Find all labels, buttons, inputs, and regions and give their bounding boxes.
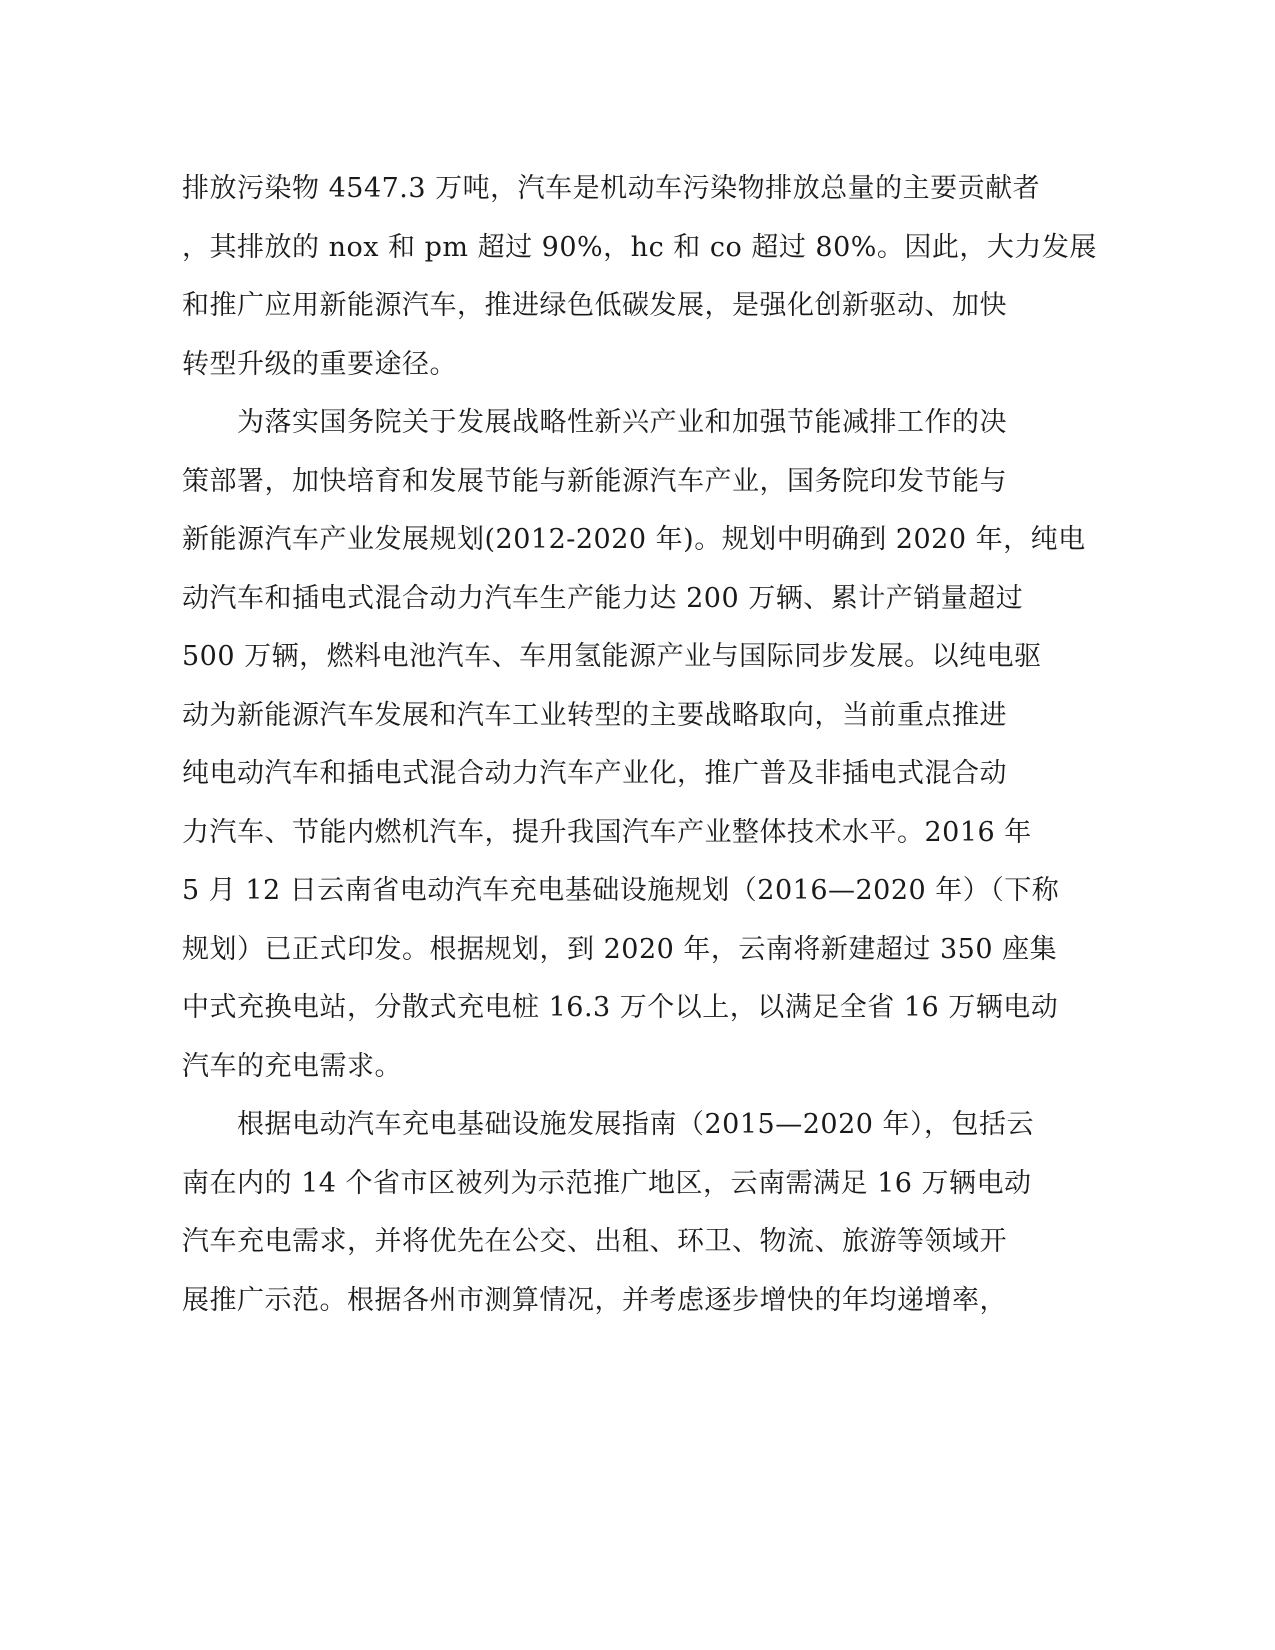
paragraph-3 [182,1096,1035,1330]
body-text [182,160,1097,1330]
text-line: 规划）已正式印发。根据规划，到 2020 年，云南将新建超过 350 座集 [182,933,1058,965]
text-line: 策部署，加快培育和发展节能与新能源汽车产业，国务院印发节能与 [182,465,1007,497]
text-line: 转型升级的重要途径。 [182,348,457,380]
text-line: 纯电动汽车和插电式混合动力汽车产业化，推广普及非插电式混合动 [182,758,1007,789]
text-line: 动为新能源汽车发展和汽车工业转型的主要战略取向，当前重点推进 [182,699,1007,731]
text-line: 汽车的充电需求。 [182,1050,402,1082]
text-line: 动汽车和插电式混合动力汽车生产能力达 200 万辆、累计产销量超过 [182,582,1024,614]
text-line: 根据电动汽车充电基础设施发展指南（2015—2020 年），包括云 [182,1109,1035,1140]
paragraph-1 [182,160,1097,394]
text-line: 排放污染物 4547.3 万吨，汽车是机动车污染物排放总量的主要贡献者 [182,173,1041,204]
text-line: 新能源汽车产业发展规划(2012-2020 年)。规划中明确到 2020 年，纯电 [182,524,1086,555]
text-line: 中式充换电站，分散式充电桩 16.3 万个以上，以满足全省 16 万辆电动 [182,992,1059,1023]
text-line: 力汽车、节能内燃机汽车，提升我国汽车产业整体技术水平。2016 年 [182,816,1032,848]
text-line: 南在内的 14 个省市区被列为示范推广地区，云南需满足 16 万辆电动 [182,1167,1032,1199]
text-line: 和推广应用新能源汽车，推进绿色低碳发展，是强化创新驱动、加快 [182,290,1007,321]
paragraph-2 [182,394,1086,1096]
text-line: 5 月 12 日云南省电动汽车充电基础设施规划（2016—2020 年）（下称 [182,875,1060,906]
text-line: 为落实国务院关于发展战略性新兴产业和加强节能减排工作的决 [182,407,1007,438]
text-line: 500 万辆，燃料电池汽车、车用氢能源产业与国际同步发展。以纯电驱 [182,641,1042,672]
text-line: 展推广示范。根据各州市测算情况，并考虑逐步增快的年均递增率， [182,1284,1007,1316]
text-line: 汽车充电需求，并将优先在公交、出租、环卫、物流、旅游等领域开 [182,1226,1007,1257]
text-line: ，其排放的 nox 和 pm 超过 90%，hc 和 co 超过 80%。因此，大力发展 [182,231,1097,263]
